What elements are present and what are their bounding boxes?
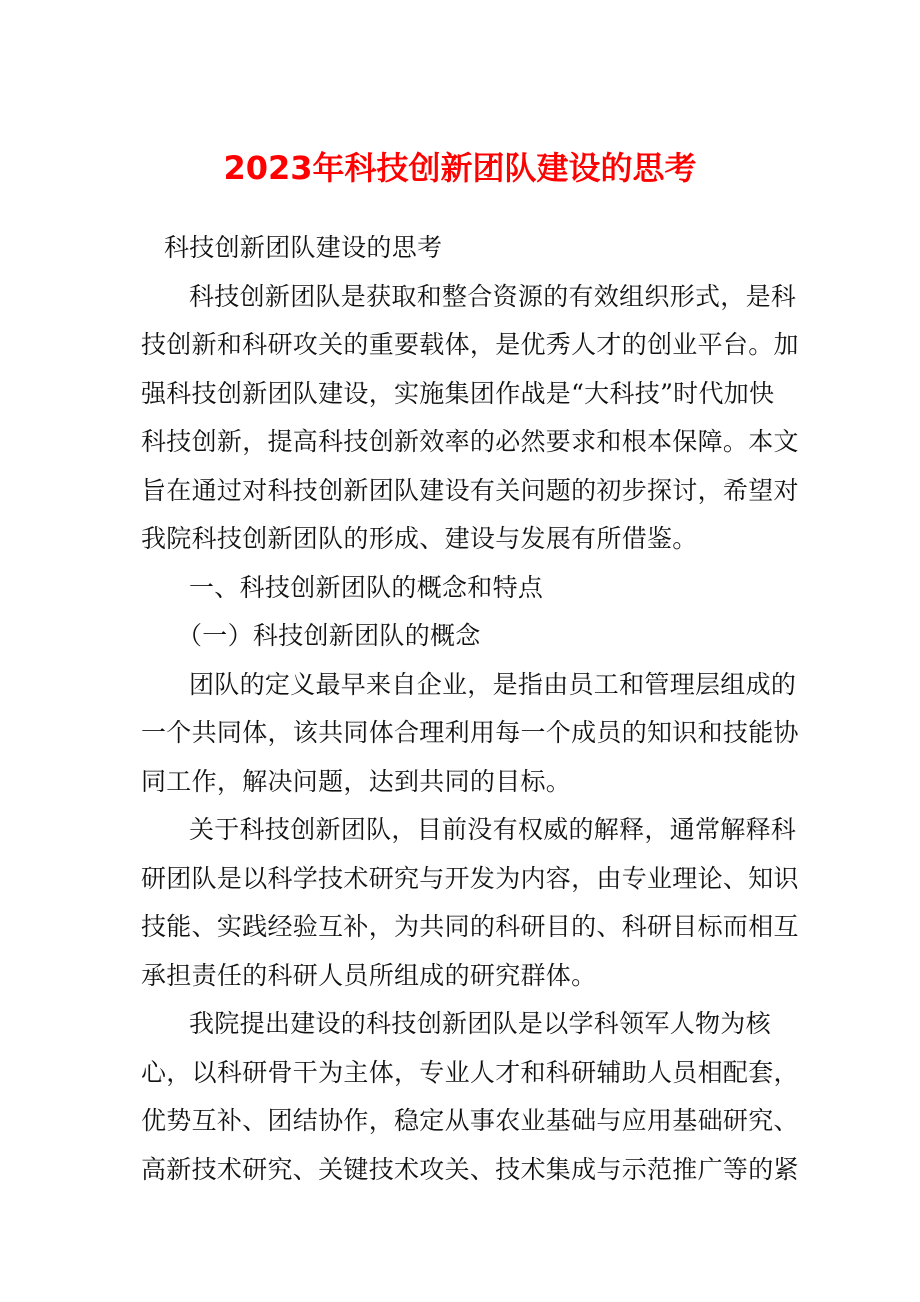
paragraph-line: 关于科技创新团队，目前没有权威的解释，通常解释科: [189, 815, 797, 844]
paragraph-line: 研团队是以科学技术研究与开发为内容，由专业理论、知识: [141, 863, 799, 893]
paragraph-line: 同工作，解决问题，达到共同的目标。: [141, 766, 572, 796]
paragraph-line: 强科技创新团队建设，实施集团作战是“大科技”时代加快: [141, 378, 775, 408]
subtitle-line: 科技创新团队建设的思考: [164, 233, 443, 262]
paragraph-line: 科技创新团队是获取和整合资源的有效组织形式，是科: [189, 281, 797, 311]
paragraph-line: 旨在通过对科技创新团队建设有关问题的初步探讨，希望对: [141, 475, 799, 505]
paragraph-line: 一个共同体，该共同体合理利用每一个成员的知识和技能协: [141, 718, 799, 747]
paragraph-line: 科技创新，提高科技创新效率的必然要求和根本保障。本文: [141, 427, 799, 456]
paragraph-line: 我院提出建设的科技创新团队是以学科领军人物为核: [189, 1009, 771, 1038]
subsection-heading: （一）科技创新团队的概念: [177, 621, 481, 650]
paragraph-line: 技能、实践经验互补，为共同的科研目的、科研目标而相互: [141, 912, 799, 941]
paragraph-line: 技创新和科研攻关的重要载体，是优秀人才的创业平台。加: [141, 330, 799, 359]
section-heading: 一、科技创新团队的概念和特点: [189, 572, 544, 602]
paragraph-line: 我院科技创新团队的形成、建设与发展有所借鉴。: [141, 524, 698, 553]
document-body: [141, 224, 799, 1194]
paragraph-line: 优势互补、团结协作，稳定从事农业基础与应用基础研究、: [141, 1106, 799, 1135]
paragraph-line: 高新技术研究、关键技术攻关、技术集成与示范推广等的紧: [141, 1154, 799, 1184]
paragraph-line: 团队的定义最早来自企业，是指由员工和管理层组成的: [189, 669, 797, 699]
paragraph-line: 承担责任的科研人员所组成的研究群体。: [141, 960, 597, 990]
paragraph-line: 心，以科研骨干为主体，专业人才和科研辅助人员相配套，: [141, 1057, 799, 1087]
document-title: 2023年科技创新团队建设的思考: [223, 149, 697, 187]
